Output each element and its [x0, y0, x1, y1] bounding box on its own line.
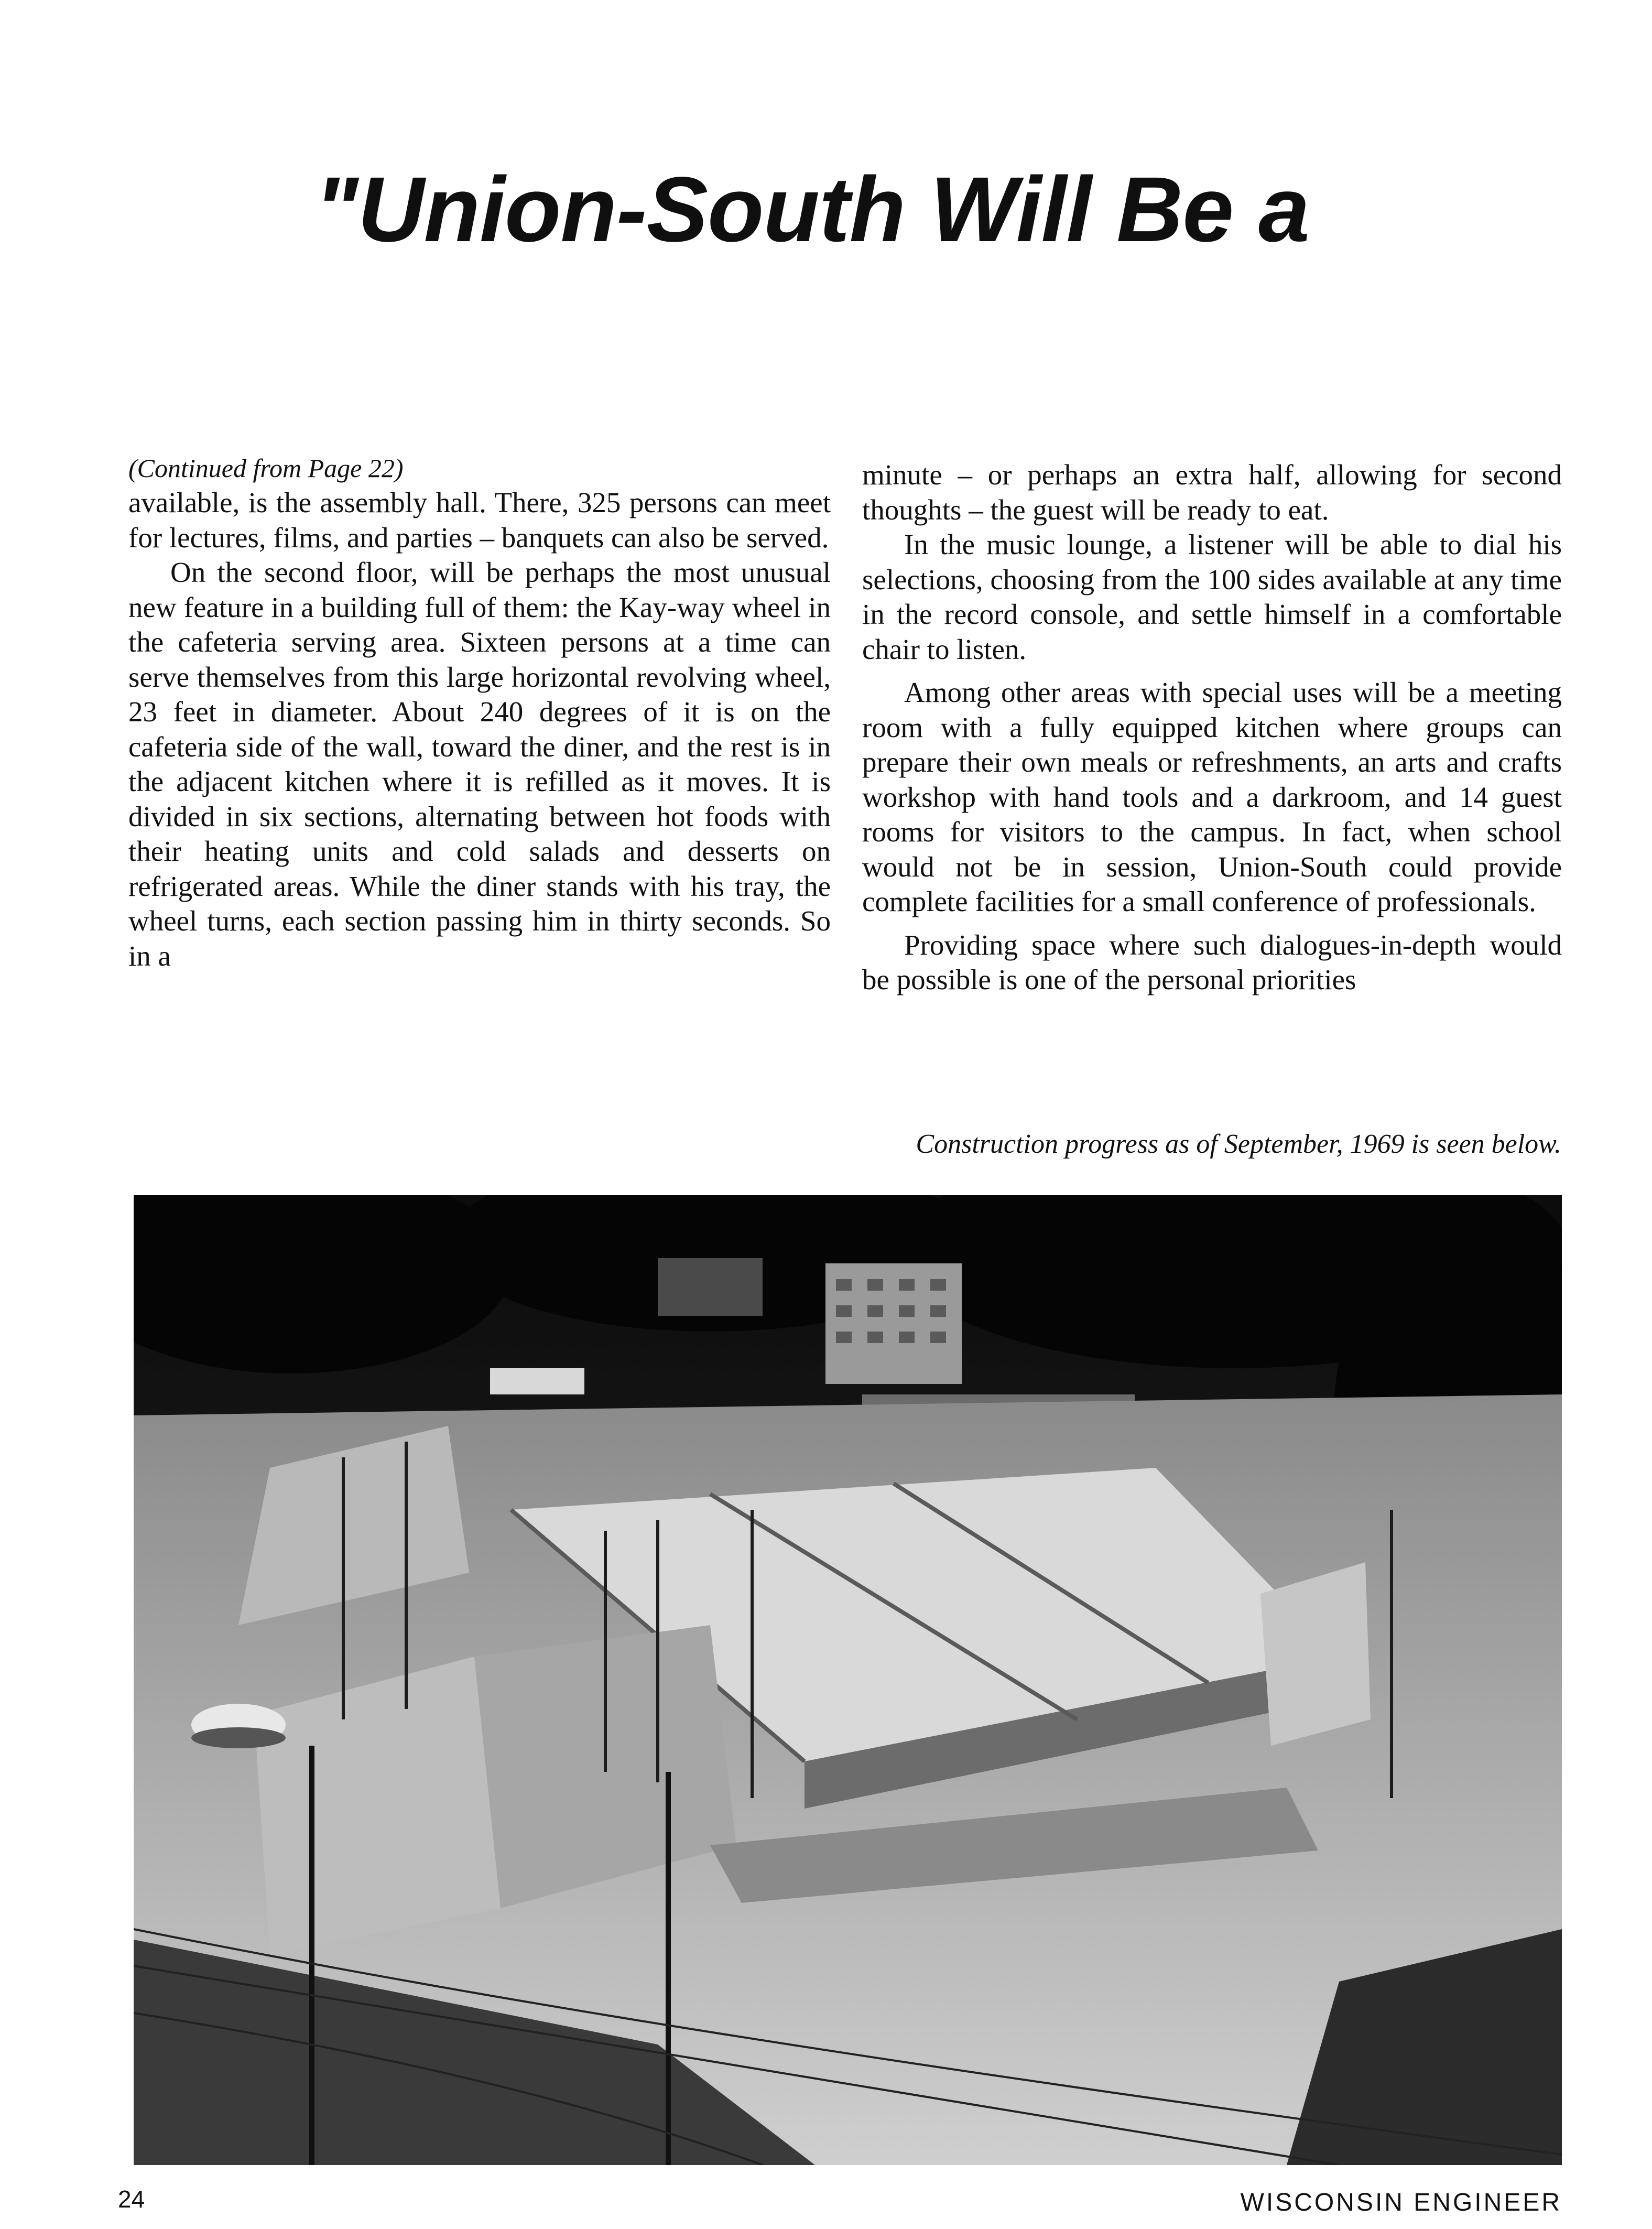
construction-photo: [134, 1195, 1562, 2165]
article-paragraph: minute – or perhaps an extra half, allowing for second thoughts – the guest will be ready to eat.: [862, 459, 1562, 526]
article-right-column: [862, 458, 1562, 998]
headline: "Union-South Will Be a: [314, 158, 1309, 261]
page-number: 24: [118, 2185, 145, 2213]
photo-caption: Construction progress as of September, 1969 is seen below.: [916, 1129, 1561, 1159]
article-paragraph: In the music lounge, a listener will be able to dial his selections, choosing from the 100 sides available at any time in the record console, and settle himself in a comfortable chair to listen.: [862, 528, 1562, 665]
continued-note: (Continued from Page 22): [128, 453, 404, 483]
article-paragraph: Among other areas with special uses will be a meeting room with a fully equipped kitchen where groups can prepare their own meals or refreshments, an arts and crafts workshop with hand tools and a darkroom, and 14 guest rooms for visitors to the campus. In fact, when school would not be in session, Union-South could provide complete facilities for a small conference of professionals.: [862, 676, 1562, 917]
article-paragraph: Providing space where such dialogues-in-depth would be possible is one of the personal priorities: [862, 928, 1562, 996]
construction-site-illustration: [134, 1195, 1562, 2165]
article-paragraph: On the second floor, will be perhaps the most unusual new feature in a building full of them: the Kay-way wheel in the cafeteria serving area. Sixteen persons at a time can serve themselves from this large horizontal revolving wheel, 23 feet in diameter. About 240 degrees of it is on the cafeteria side of the wall, toward the diner, and the rest is in the adjacent kitchen where it is refilled as it moves. It is divided in six sections, alternating between hot foods with their heating units and cold salads and desserts on refrigerated areas. While the diner stands with his tray, the wheel turns, each section passing him in thirty seconds. So in a: [128, 556, 831, 972]
article-paragraph: available, is the assembly hall. There, 325 persons can meet for lectures, films, and parties – banquets can also be served.: [128, 486, 831, 554]
article-left-column: [128, 451, 831, 973]
publication-name: WISCONSIN ENGINEER: [1240, 2189, 1562, 2216]
